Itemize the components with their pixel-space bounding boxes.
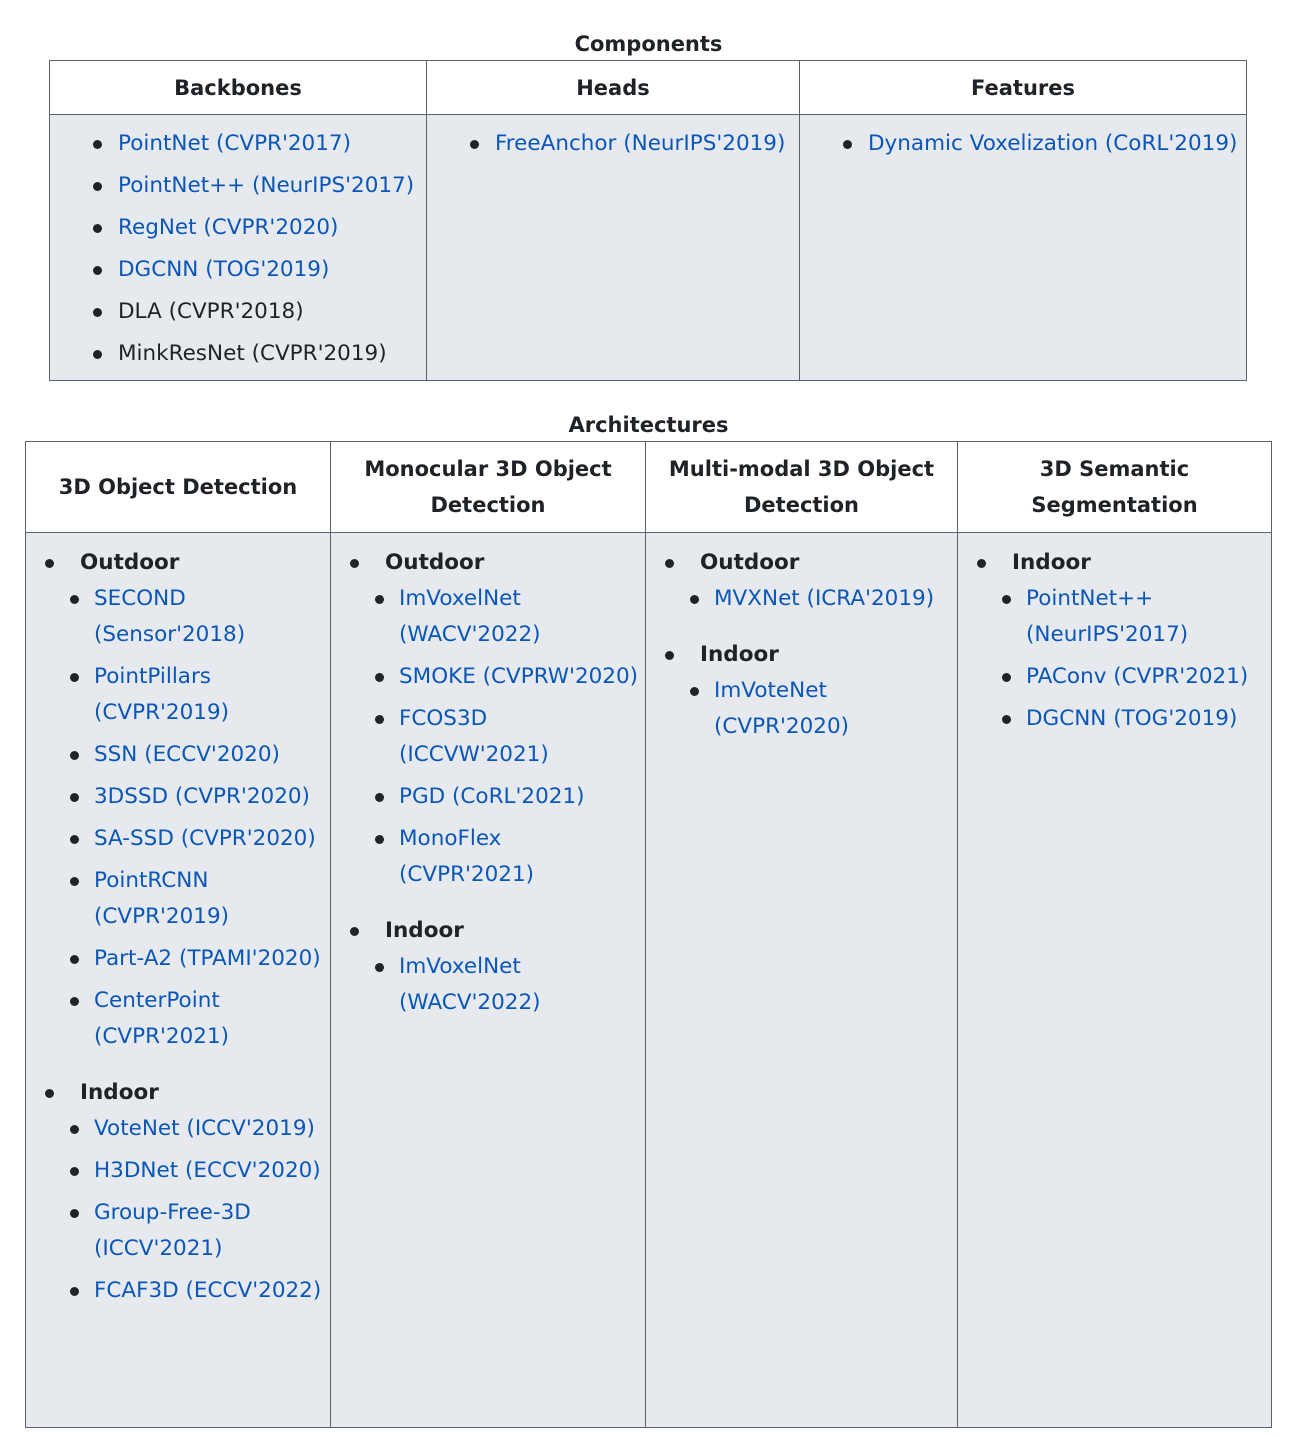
method-list	[80, 581, 324, 1055]
method-item	[94, 1195, 324, 1267]
item-link[interactable]: DGCNN (TOG'2019)	[118, 257, 330, 282]
method-item	[94, 821, 324, 857]
item-text: DLA (CVPR'2018)	[118, 299, 304, 324]
cell-heads	[427, 115, 800, 381]
item-link[interactable]: PointNet++ (NeurIPS'2017)	[118, 173, 415, 198]
group-label: Outdoor	[385, 550, 485, 575]
method-link[interactable]: MVXNet (ICRA'2019)	[714, 586, 935, 611]
cell-3d-semantic-segmentation	[958, 533, 1272, 1428]
group-label: Indoor	[700, 642, 779, 667]
method-link[interactable]: PointRCNN (CVPR'2019)	[94, 868, 230, 929]
method-item	[94, 1111, 324, 1147]
list-item	[118, 294, 426, 330]
method-link[interactable]: DGCNN (TOG'2019)	[1026, 706, 1238, 731]
method-item	[94, 779, 324, 815]
group-list	[26, 533, 330, 1309]
group-label: Indoor	[80, 1080, 159, 1105]
method-list	[385, 949, 639, 1021]
group-label: Outdoor	[80, 550, 180, 575]
method-item	[94, 581, 324, 653]
cell-backbones	[50, 115, 427, 381]
method-item	[94, 737, 324, 773]
method-link[interactable]: H3DNet (ECCV'2020)	[94, 1158, 321, 1183]
method-item	[399, 659, 639, 695]
group-outdoor	[700, 545, 951, 617]
method-item	[714, 581, 951, 617]
method-list	[700, 673, 951, 745]
group-indoor	[385, 913, 639, 1021]
group-label: Indoor	[385, 918, 464, 943]
cell-3d-object-detection	[26, 533, 331, 1428]
group-indoor	[1012, 545, 1265, 737]
column-header-3d-object-detection: 3D Object Detection	[26, 442, 331, 533]
group-list	[646, 533, 957, 745]
method-item	[94, 659, 324, 731]
method-item	[399, 949, 639, 1021]
group-label: Outdoor	[700, 550, 800, 575]
list-item	[495, 126, 799, 162]
list-item	[118, 252, 426, 288]
group-outdoor	[80, 545, 324, 1055]
method-list	[80, 1111, 324, 1309]
item-link[interactable]: FreeAnchor (NeurIPS'2019)	[495, 131, 786, 156]
method-link[interactable]: ImVoteNet (CVPR'2020)	[714, 678, 850, 739]
method-item	[1026, 659, 1265, 695]
list-item	[118, 168, 426, 204]
method-link[interactable]: SSN (ECCV'2020)	[94, 742, 280, 767]
method-link[interactable]: MonoFlex (CVPR'2021)	[399, 826, 535, 887]
method-list	[1012, 581, 1265, 737]
item-text: MinkResNet (CVPR'2019)	[118, 341, 387, 366]
column-header-multi-modal-3d-object-detection: Multi-modal 3D Object Detection	[646, 442, 958, 533]
group-indoor	[80, 1075, 324, 1309]
list-item	[868, 126, 1246, 162]
method-link[interactable]: Part-A2 (TPAMI'2020)	[94, 946, 321, 971]
method-item	[399, 581, 639, 653]
method-item	[1026, 581, 1265, 653]
method-link[interactable]: SECOND (Sensor'2018)	[94, 586, 246, 647]
method-link[interactable]: FCOS3D (ICCVW'2021)	[399, 706, 549, 767]
item-list	[50, 115, 426, 372]
group-list	[958, 533, 1271, 737]
list-item	[118, 126, 426, 162]
group-indoor	[700, 637, 951, 745]
column-header-monocular-3d-object-detection: Monocular 3D Object Detection	[331, 442, 646, 533]
cell-features	[800, 115, 1247, 381]
item-link[interactable]: Dynamic Voxelization (CoRL'2019)	[868, 131, 1238, 156]
method-link[interactable]: FCAF3D (ECCV'2022)	[94, 1278, 322, 1303]
method-item	[94, 863, 324, 935]
method-link[interactable]: PGD (CoRL'2021)	[399, 784, 585, 809]
method-link[interactable]: 3DSSD (CVPR'2020)	[94, 784, 310, 809]
method-link[interactable]: PointPillars (CVPR'2019)	[94, 664, 230, 725]
method-item	[94, 1273, 324, 1309]
method-link[interactable]: CenterPoint (CVPR'2021)	[94, 988, 230, 1049]
method-item	[94, 941, 324, 977]
method-item	[399, 779, 639, 815]
components-caption: Components	[574, 32, 723, 56]
group-label: Indoor	[1012, 550, 1091, 575]
list-item	[118, 336, 426, 372]
method-item	[399, 821, 639, 893]
column-header-3d-semantic-segmentation: 3D Semantic Segmentation	[958, 442, 1272, 533]
method-item	[714, 673, 951, 745]
method-list	[385, 581, 639, 893]
item-link[interactable]: RegNet (CVPR'2020)	[118, 215, 339, 240]
item-list	[427, 115, 799, 162]
column-header-heads: Heads	[427, 61, 800, 115]
group-list	[331, 533, 645, 1021]
method-item	[1026, 701, 1265, 737]
architectures-table	[25, 441, 1272, 1428]
list-item	[118, 210, 426, 246]
method-link[interactable]: SMOKE (CVPRW'2020)	[399, 664, 639, 689]
method-item	[94, 983, 324, 1055]
method-list	[700, 581, 951, 617]
item-list	[800, 115, 1246, 162]
cell-multi-modal-3d-object-detection	[646, 533, 958, 1428]
cell-monocular-3d-object-detection	[331, 533, 646, 1428]
method-link[interactable]: ImVoxelNet (WACV'2022)	[399, 954, 541, 1015]
method-link[interactable]: ImVoxelNet (WACV'2022)	[399, 586, 541, 647]
method-item	[399, 701, 639, 773]
method-item	[94, 1153, 324, 1189]
group-outdoor	[385, 545, 639, 893]
item-link[interactable]: PointNet (CVPR'2017)	[118, 131, 351, 156]
architectures-caption: Architectures	[568, 413, 729, 437]
column-header-backbones: Backbones	[50, 61, 427, 115]
column-header-features: Features	[800, 61, 1247, 115]
method-link[interactable]: PointNet++ (NeurIPS'2017)	[1026, 586, 1189, 647]
components-table	[49, 60, 1247, 381]
method-link[interactable]: PAConv (CVPR'2021)	[1026, 664, 1249, 689]
method-link[interactable]: Group-Free-3D (ICCV'2021)	[94, 1200, 251, 1261]
method-link[interactable]: VoteNet (ICCV'2019)	[94, 1116, 315, 1141]
method-link[interactable]: SA-SSD (CVPR'2020)	[94, 826, 316, 851]
